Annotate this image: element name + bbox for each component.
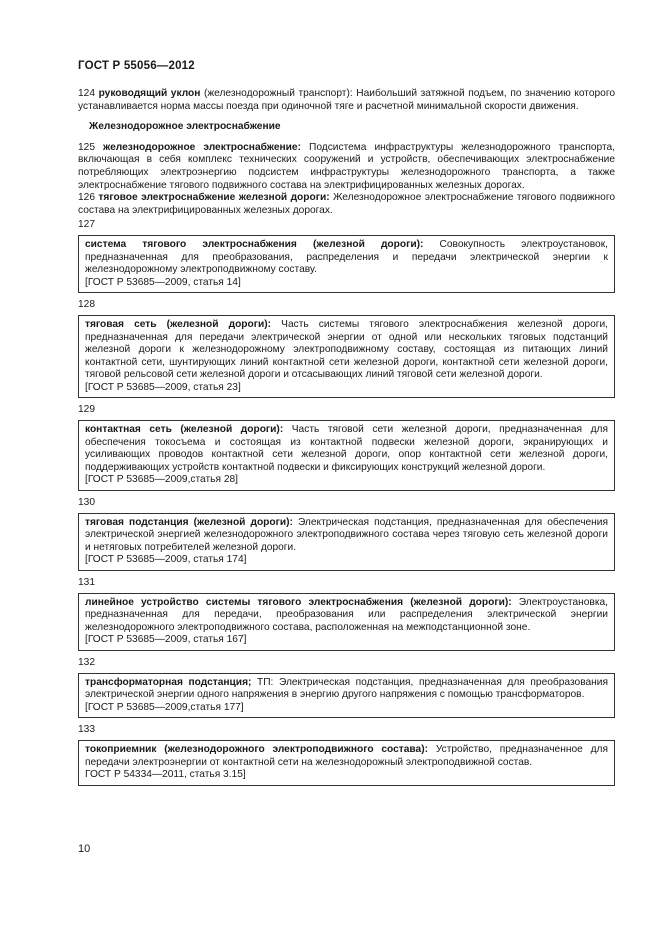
entry-definition: Совокупность электроустановок, предназначенная для преобразования, распределения и передачи электрической энергии к железнодорожному электроподвижному составу. [85,238,609,276]
term-box-130 [78,513,615,571]
entry-term: токоприемник (железнодорожного электроподвижного состава): [85,743,429,755]
entry-term: тяговая подстанция (железной дороги): [85,516,293,528]
entry-definition: Устройство, предназначенное для передачи электроэнергии от контактной сети на железнодорожный электроподвижной состав. [85,743,608,768]
entry-term: тяговое электроснабжение железной дороги: [98,192,330,204]
entry-term: железнодорожное электроснабжение: [103,141,301,153]
entry-number: 128 [78,299,95,311]
term-box-132 [78,673,615,719]
entry-definition: Подсистема инфраструктуры железнодорожного транспорта, включающая в себя комплекс технических сооружений и устройств, обеспечивающих электроснабжение потребляющих электроэнергию подсистем инфраструктуры железнодорожного транспорта, а также электроснабжение тягового подвижного состава на электрифицированных железных дорогах. [78,141,615,191]
term-box-133 [78,740,615,786]
entry-number: 131 [78,577,95,588]
source-reference: [ГОСТ Р 53685—2009, статья 174] [85,554,247,566]
entry-definition: ТП: Электрическая подстанция, предназначенная для преобразования электрической энергии одного напряжения в энергию другого напряжения с помощью трансформаторов. [85,676,608,701]
entry-number: 132 [78,656,95,668]
source-reference: [ГОСТ Р 53685—2009,статья 28] [85,474,238,486]
source-reference: [ГОСТ Р 53685—2009, статья 14] [85,276,241,288]
source-reference: [ГОСТ Р 53685—2009, статья 167] [85,634,247,646]
entry-126 [78,192,615,217]
entry-number: 125 [78,141,95,153]
entry-term: система тягового электроснабжения (железной дороги): [85,238,424,250]
entry-term: трансформаторная подстанция; [85,676,252,688]
entry-definition: Железнодорожное электроснабжение тягового подвижного состава на электрифицированных железных дорогах. [78,192,615,216]
entry-number: 133 [78,724,95,736]
entry-124 [78,88,615,113]
entry-definition: Часть системы тягового электроснабжения железной дороги, предназначенная для передачи электрической энергии от одной или нескольких тяговых подстанций железной дороги к железнодорожному электроподвижному составу, состоящая из питающих линий контактной сети, шунтирующих линий контактной сети железной дороги, контактной сети железной дороги, тяговой рельсовой сети железной дороги и отсасывающих линий тяговой сети железной дороги. [85,318,608,381]
source-reference: [ГОСТ Р 53685—2009, статья 23] [85,381,241,393]
entry-definition: (железнодорожный транспорт): Наибольший затяжной подъем, по значению которого устанавливается норма массы поезда при одиночной тяге и расчетной минимальной скорости движения. [78,88,615,112]
entry-term: руководящий уклон [98,88,201,99]
entry-number: 127 [78,219,95,231]
entry-125 [78,142,615,192]
entry-term: тяговая сеть (железной дороги): [85,318,272,330]
document-body [78,88,615,792]
source-reference: ГОСТ Р 54334—2011, статья 3.15] [85,769,246,781]
term-box-129 [78,420,615,491]
entry-definition: Электроустановка, предназначенная для передачи, преобразования или распределения электрической энергии железнодорожного электроподвижного состава, расположенная на межподстанционной зоне. [85,596,608,633]
source-reference: [ГОСТ Р 53685—2009,статья 177] [85,701,244,713]
term-box-127 [78,235,615,293]
entry-number: 126 [78,192,95,204]
term-box-131 [78,593,615,651]
entry-term: линейное устройство системы тягового электроснабжения (железной дороги): [85,596,512,608]
entry-number: 124 [78,88,95,99]
entry-number: 130 [78,497,95,509]
page-number: 10 [78,843,91,855]
section-title: Железнодорожное электроснабжение [89,121,281,133]
entry-number: 129 [78,404,95,416]
entry-definition: Электрическая подстанция, предназначенная для обеспечения электрической энергией железнодорожного электроподвижного состава через тяговую сеть железной дороги и нетяговых потребителей железной дороги. [85,516,608,553]
document-header: ГОСТ Р 55056—2012 [78,60,195,72]
entry-term: контактная сеть (железной дороги): [85,424,284,436]
term-box-128 [78,315,615,399]
entry-definition: Часть тяговой сети железной дороги, предназначенная для обеспечения токосъема и состоящая из контактной подвески железной дороги, экранирующих и усиливающих проводов контактной сети железной дороги, опор контактной сети железной дороги, поддерживающих устройств контактной подвески и фиксирующих конструкций железной дороги. [85,424,608,473]
